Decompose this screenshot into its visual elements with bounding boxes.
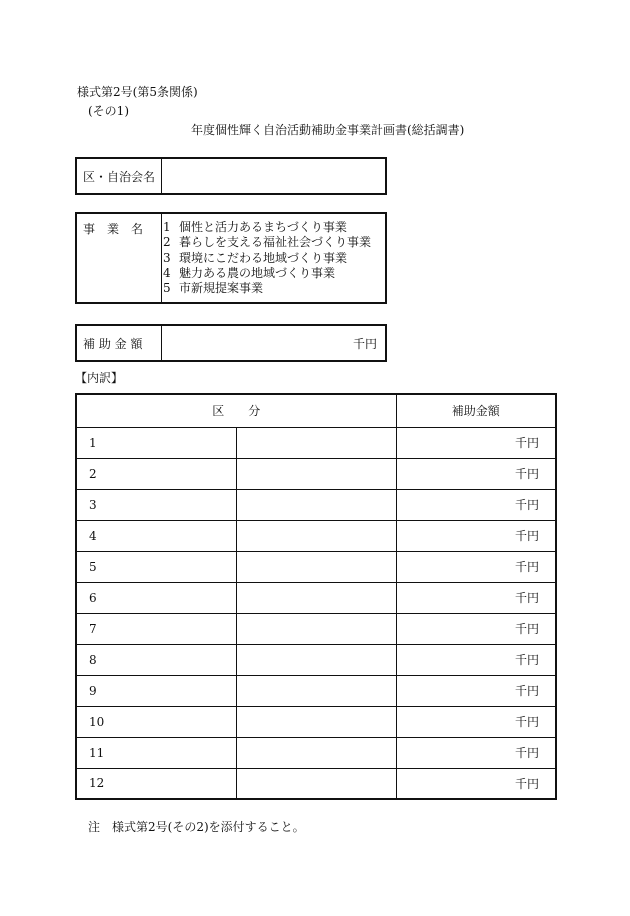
row-category-cell[interactable] — [236, 489, 396, 520]
row-number: 2 — [76, 458, 236, 489]
project-label: 事 業 名 — [77, 214, 162, 302]
table-row — [76, 737, 556, 768]
row-category-cell[interactable] — [236, 675, 396, 706]
project-item[interactable]: 4 魅力ある農の地域づくり事業 — [163, 265, 336, 280]
document-title: 年度個性輝く自治活動補助金事業計画書(総括調書) — [191, 123, 465, 137]
row-category-cell[interactable] — [236, 551, 396, 582]
breakdown-heading: 【内訳】 — [75, 371, 124, 385]
table-row — [76, 768, 556, 799]
row-amount-cell[interactable]: 千円 — [396, 489, 556, 520]
row-number: 11 — [76, 737, 236, 768]
row-number: 8 — [76, 644, 236, 675]
table-header-row — [76, 394, 556, 427]
row-amount-cell[interactable]: 千円 — [396, 613, 556, 644]
row-amount-cell[interactable]: 千円 — [396, 644, 556, 675]
row-number: 12 — [76, 768, 236, 799]
amount-unit: 千円 — [352, 337, 377, 351]
row-number: 6 — [76, 582, 236, 613]
column-header-amount: 補助金額 — [396, 394, 556, 427]
form-sub-number: (その1) — [88, 104, 129, 118]
column-header-category: 区 分 — [76, 394, 396, 427]
breakdown-table — [75, 393, 557, 800]
row-number: 7 — [76, 613, 236, 644]
table-row — [76, 582, 556, 613]
row-category-cell[interactable] — [236, 427, 396, 458]
table-row — [76, 706, 556, 737]
project-item[interactable]: 2 暮らしを支える福祉社会づくり事業 — [163, 235, 372, 250]
row-category-cell[interactable] — [236, 520, 396, 551]
row-category-cell[interactable] — [236, 613, 396, 644]
row-number: 9 — [76, 675, 236, 706]
row-category-cell[interactable] — [236, 706, 396, 737]
row-amount-cell[interactable]: 千円 — [396, 582, 556, 613]
table-row — [76, 613, 556, 644]
row-amount-cell[interactable]: 千円 — [396, 737, 556, 768]
table-row — [76, 520, 556, 551]
amount-label: 補 助 金 額 — [77, 326, 162, 360]
row-amount-cell[interactable]: 千円 — [396, 520, 556, 551]
row-number: 3 — [76, 489, 236, 520]
table-row — [76, 675, 556, 706]
row-amount-cell[interactable]: 千円 — [396, 675, 556, 706]
project-list — [163, 220, 371, 296]
row-amount-cell[interactable]: 千円 — [396, 768, 556, 799]
table-row — [76, 489, 556, 520]
project-item[interactable]: 5 市新規提案事業 — [163, 281, 264, 296]
form-number: 様式第2号(第5条関係) — [77, 85, 198, 99]
table-row — [76, 458, 556, 489]
row-number: 1 — [76, 427, 236, 458]
project-item[interactable]: 3 環境にこだわる地域づくり事業 — [163, 250, 348, 265]
row-category-cell[interactable] — [236, 644, 396, 675]
row-category-cell[interactable] — [236, 582, 396, 613]
row-amount-cell[interactable]: 千円 — [396, 458, 556, 489]
project-item[interactable]: 1 個性と活力あるまちづくり事業 — [163, 220, 347, 234]
row-amount-cell[interactable]: 千円 — [396, 427, 556, 458]
footnote: 注 様式第2号(その2)を添付すること。 — [88, 820, 305, 834]
row-amount-cell[interactable]: 千円 — [396, 706, 556, 737]
row-number: 10 — [76, 706, 236, 737]
table-row — [76, 427, 556, 458]
district-label: 区・自治会名 — [77, 159, 162, 193]
row-number: 4 — [76, 520, 236, 551]
row-number: 5 — [76, 551, 236, 582]
table-row — [76, 644, 556, 675]
district-box — [75, 157, 387, 195]
row-amount-cell[interactable]: 千円 — [396, 551, 556, 582]
row-category-cell[interactable] — [236, 458, 396, 489]
table-row — [76, 551, 556, 582]
row-category-cell[interactable] — [236, 737, 396, 768]
row-category-cell[interactable] — [236, 768, 396, 799]
project-box — [75, 212, 387, 304]
amount-box — [75, 324, 387, 362]
